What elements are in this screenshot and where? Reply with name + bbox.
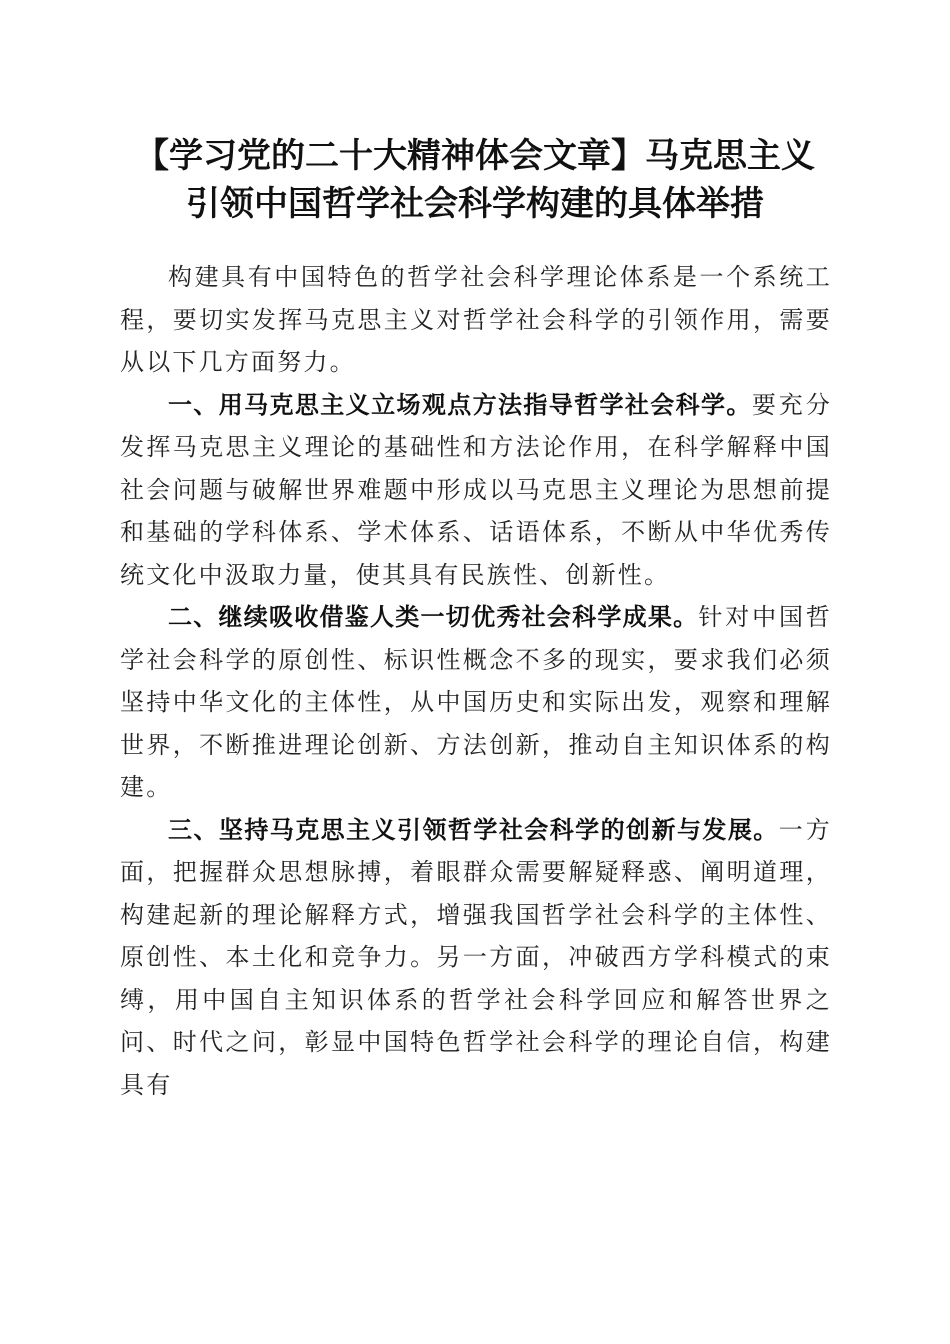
section-paragraph-1	[120, 384, 832, 597]
intro-paragraph: 构建具有中国特色的哲学社会科学理论体系是一个系统工程，要切实发挥马克思主义对哲学社会科学的引领作用，需要从以下几方面努力。	[120, 263, 832, 376]
section-heading-2: 二、继续吸收借鉴人类一切优秀社会科学成果。	[168, 603, 699, 631]
section-paragraph-3	[120, 809, 832, 1107]
document-body	[120, 256, 832, 1106]
title-line-2: 引领中国哲学社会科学构建的具体举措	[186, 184, 764, 224]
section-paragraph-2	[120, 596, 832, 809]
page-title	[100, 132, 850, 228]
section-text-2: 针对中国哲学社会科学的原创性、标识性概念不多的现实，要求我们必须坚持中华文化的主体性，从中国历史和实际出发，观察和理解世界，不断推进理论创新、方法创新，推动自主知识体系的构建。	[120, 603, 832, 801]
section-heading-3: 三、坚持马克思主义引领哲学社会科学的创新与发展。	[168, 815, 779, 844]
section-heading-1: 一、用马克思主义立场观点方法指导哲学社会科学。	[168, 390, 752, 419]
title-line-1: 【学习党的二十大精神体会文章】马克思主义	[135, 136, 815, 176]
section-text-3: 一方面，把握群众思想脉搏，着眼群众需要解疑释惑、阐明道理，构建起新的理论解释方式，增强我国哲学社会科学的主体性、原创性、本土化和竞争力。另一方面，冲破西方学科模式的束缚，用中国自主知识体系的哲学社会科学回应和解答世界之问、时代之问，彰显中国特色哲学社会科学的理论自信，构建具有	[120, 815, 832, 1099]
section-text-1: 要充分发挥马克思主义理论的基础性和方法论作用，在科学解释中国社会问题与破解世界难题中形成以马克思主义理论为思想前提和基础的学科体系、学术体系、话语体系，不断从中华优秀传统文化中汲取力量，使其具有民族性、创新性。	[120, 390, 832, 589]
